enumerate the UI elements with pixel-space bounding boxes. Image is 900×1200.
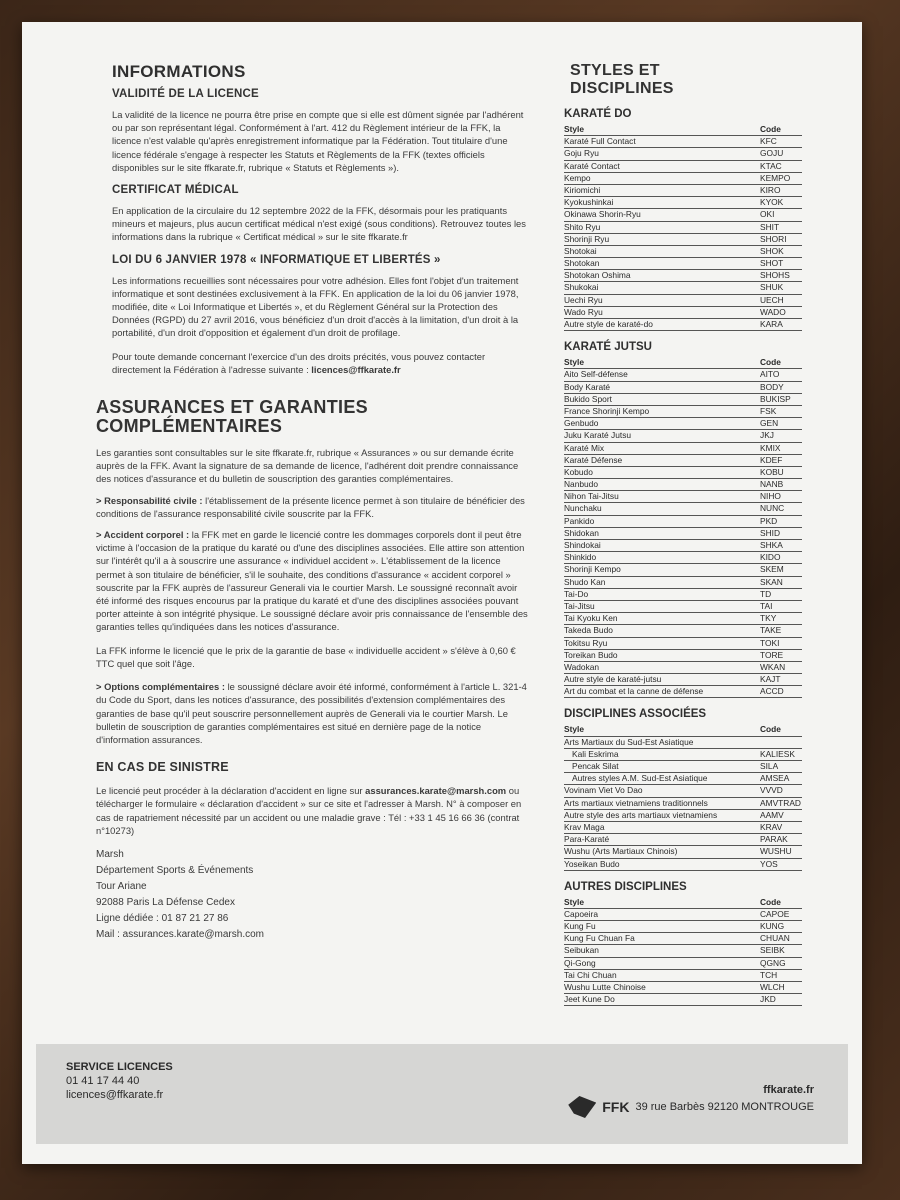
- sinistre-text: [96, 784, 532, 837]
- table-row: [564, 479, 802, 491]
- style-cell: Pencak Silat: [572, 761, 619, 771]
- code-cell: WADO: [760, 306, 786, 317]
- code-cell: AMVTRAD: [760, 797, 801, 808]
- loi-text: Les informations recueillies sont nécessaires pour votre adhésion. Elles font l'objet d'un traitement informatique et sont destinées exclusivement à la FFK. En application de la loi du 06 janvier 1978, modifiée, dite « Loi Informatique et Libertés », et du Règlement Général sur la Protection des Données (RGPD) du 27 avril 2016, vous bénéficiez d'un droit d'accès à la limitation, d'un droit à la portabilité, d'un droit d'opposition et également d'un droit de profilage.: [112, 274, 519, 339]
- associees-table: [564, 724, 802, 870]
- table-row: [564, 540, 802, 552]
- style-cell: Capoeira: [564, 908, 598, 919]
- table-row: [564, 222, 802, 234]
- code-cell: AITO: [760, 369, 780, 380]
- service-email[interactable]: licences@ffkarate.fr: [66, 1089, 164, 1101]
- table-row: [564, 455, 802, 467]
- addr-line: Marsh: [96, 848, 124, 860]
- code-cell: SHOK: [760, 245, 784, 256]
- code-cell: WLCH: [760, 982, 785, 992]
- code-column-header: Code: [760, 896, 781, 907]
- contact-email[interactable]: licences@ffkarate.fr: [311, 363, 401, 375]
- service-title: SERVICE LICENCES: [66, 1061, 173, 1073]
- style-cell: Arts Martiaux du Sud-Est Asiatique: [564, 736, 694, 747]
- style-cell: Tokitsu Ryu: [564, 637, 608, 648]
- code-cell: TOKI: [760, 637, 780, 648]
- code-cell: TCH: [760, 969, 778, 980]
- table-row: [564, 382, 802, 394]
- table-row: [564, 258, 802, 270]
- table-header: [564, 724, 802, 736]
- code-cell: KDEF: [760, 454, 783, 465]
- code-cell: VVVD: [760, 785, 783, 796]
- style-cell: Shotokan Oshima: [564, 270, 631, 281]
- code-column-header: Code: [760, 357, 781, 368]
- code-cell: JKJ: [760, 430, 774, 441]
- style-column-header: Style: [564, 724, 585, 735]
- code-cell: TAI: [760, 600, 773, 611]
- code-cell: KARA: [760, 319, 783, 329]
- table-row: [564, 467, 802, 479]
- autres-table: [564, 897, 802, 1007]
- validite-text: La validité de la licence ne pourra être prise en compte que si elle est dûment signée par l'adhérent ou par son représentant légal. Conformément à l'art. 412 du Règlement intérieur de la FFK, la licence n'est valable qu'après enregistrement informatique par la Fédération. Tout titulaire d'une licence fédérale s'engage à respecter les Statuts et Règlements de la FFK (textes officiels disponibles sur le site ffkarate.fr, rubrique « Statuts et Règlements »).: [112, 109, 524, 173]
- table-row: [564, 491, 802, 503]
- code-cell: NUNC: [760, 503, 785, 514]
- code-cell: JKD: [760, 994, 776, 1005]
- federation-address: 39 rue Barbès 92120 MONTROUGE: [635, 1101, 814, 1113]
- code-cell: NIHO: [760, 491, 781, 502]
- accident-corporel: [96, 528, 532, 634]
- prix-garantie: La FFK informe le licencié que le prix de la garantie de base « individuelle accident » s'élève à 0,60 € TTC quel que soit l'âge.: [96, 644, 516, 669]
- table-row: [564, 822, 802, 834]
- style-cell: Kung Fu Chuan Fa: [564, 933, 635, 944]
- style-cell: Tai Kyoku Ken: [564, 613, 618, 624]
- code-cell: KFC: [760, 136, 777, 147]
- code-cell: KIRO: [760, 184, 781, 195]
- code-cell: SHIT: [760, 221, 780, 232]
- code-cell: KOBU: [760, 466, 784, 477]
- code-cell: CHUAN: [760, 933, 790, 944]
- style-cell: Goju Ryu: [564, 148, 599, 159]
- table-row: [564, 749, 802, 761]
- code-cell: PARAK: [760, 834, 788, 845]
- style-cell: Shotokan: [564, 258, 600, 269]
- table-row: [564, 406, 802, 418]
- style-cell: Shinkido: [564, 552, 597, 563]
- style-cell: Shotokai: [564, 245, 597, 256]
- sinistre-email[interactable]: assurances.karate@marsh.com: [365, 785, 507, 797]
- style-cell: Shidokan: [564, 527, 599, 538]
- addr-line: 92088 Paris La Défense Cedex: [96, 896, 235, 908]
- code-cell: KEMPO: [760, 172, 791, 183]
- table-row: [564, 564, 802, 576]
- style-cell: Shorinji Kempo: [564, 564, 621, 575]
- code-cell: WKAN: [760, 661, 786, 672]
- code-cell: SHOT: [760, 258, 784, 269]
- table-header: [564, 897, 802, 909]
- sinistre-text-b: ou télécharger le formulaire « déclaration d'accident » sur ce site et l'adresser à Marsh. N° à composer en cas de rapatriement nécessité par un accident ou une maladie grave : Tél : +33 1 45 16 66 36 (contrat n°10273): [96, 785, 522, 836]
- style-cell: Wushu (Arts Martiaux Chinois): [564, 846, 678, 857]
- table-row: [564, 785, 802, 797]
- table-row: [564, 173, 802, 185]
- document-page: [22, 22, 862, 1164]
- code-cell: BODY: [760, 381, 784, 392]
- karate-do-table: [564, 124, 802, 331]
- style-cell: Seibukan: [564, 945, 599, 956]
- table-row: [564, 394, 802, 406]
- style-column-header: Style: [564, 896, 585, 907]
- style-cell: Jeet Kune Do: [564, 994, 615, 1005]
- code-cell: KIDO: [760, 552, 781, 563]
- table-row: [564, 674, 802, 686]
- code-cell: YOS: [760, 858, 778, 869]
- options-complementaires: [96, 680, 532, 746]
- federation-info: [568, 1084, 814, 1121]
- opt-label: > Options complémentaires :: [96, 681, 225, 693]
- table-header: [564, 357, 802, 369]
- service-phone[interactable]: 01 41 17 44 40: [66, 1075, 140, 1087]
- code-cell: GEN: [760, 418, 779, 429]
- table-row: [564, 503, 802, 515]
- table-row: [564, 761, 802, 773]
- code-cell: ACCD: [760, 686, 784, 697]
- code-cell: BUKISP: [760, 393, 791, 404]
- style-cell: Arts martiaux vietnamiens traditionnels: [564, 797, 708, 808]
- style-cell: Vovinam Viet Vo Dao: [564, 785, 643, 796]
- style-cell: Karaté Contact: [564, 160, 620, 171]
- style-cell: France Shorinji Kempo: [564, 405, 650, 416]
- code-cell: UECH: [760, 294, 784, 305]
- code-cell: KUNG: [760, 921, 785, 932]
- style-cell: Shito Ryu: [564, 221, 601, 232]
- style-cell: Kobudo: [564, 466, 593, 477]
- style-cell: Takeda Budo: [564, 625, 613, 636]
- table-row: [564, 834, 802, 846]
- style-cell: Shukokai: [564, 282, 599, 293]
- code-cell: SKEM: [760, 564, 784, 575]
- informations-title: INFORMATIONS: [112, 62, 246, 81]
- table-row: [564, 994, 802, 1006]
- style-cell: Bukido Sport: [564, 393, 612, 404]
- code-cell: SHID: [760, 527, 781, 538]
- code-cell: SEIBK: [760, 945, 785, 956]
- rc-text: l'établissement de la présente licence permet à son titulaire de bénéficier des conditions de l'assurance responsabilité civile souscrite par la FFK.: [96, 494, 525, 519]
- style-cell: Tai-Do: [564, 588, 589, 599]
- karate-do-title: KARATÉ DO: [564, 108, 632, 120]
- table-row: [564, 810, 802, 822]
- sinistre-text-a: Le licencié peut procéder à la déclaration d'accident en ligne sur: [96, 785, 363, 797]
- right-column: [564, 62, 814, 1006]
- code-cell: QGNG: [760, 957, 786, 968]
- table-row: [564, 625, 802, 637]
- style-cell: Wado Ryu: [564, 306, 603, 317]
- table-row: [564, 921, 802, 933]
- style-cell: Body Karaté: [564, 381, 611, 392]
- style-cell: Wushu Lutte Chinoise: [564, 982, 646, 992]
- code-cell: KRAV: [760, 821, 783, 832]
- style-cell: Krav Maga: [564, 821, 605, 832]
- table-row: [564, 970, 802, 982]
- style-cell: Wadokan: [564, 661, 600, 672]
- style-cell: Shorinji Ryu: [564, 233, 610, 244]
- code-cell: CAPOE: [760, 908, 790, 919]
- table-row: [564, 148, 802, 160]
- style-cell: Uechi Ryu: [564, 294, 603, 305]
- table-row: [564, 197, 802, 209]
- code-cell: KYOK: [760, 197, 784, 208]
- code-cell: KTAC: [760, 160, 782, 171]
- style-cell: Nanbudo: [564, 479, 598, 490]
- validite-title: VALIDITÉ DE LA LICENCE: [112, 88, 259, 100]
- table-row: [564, 185, 802, 197]
- table-row: [564, 209, 802, 221]
- code-cell: NANB: [760, 479, 784, 490]
- table-row: [564, 577, 802, 589]
- table-header: [564, 124, 802, 136]
- table-row: [564, 246, 802, 258]
- rc-label: > Responsabilité civile :: [96, 494, 203, 506]
- style-cell: Nunchaku: [564, 503, 602, 514]
- karate-jutsu-table: [564, 357, 802, 698]
- opt-text: le soussigné déclare avoir été informé, conformément à l'article L. 321-4 du Code du Sport, dans les notices d'assurance, des possibilités d'extension complémentaires des garanties de base qu'il peut souscrire personnellement auprès de Generali via le courtier Marsh. Le bulletin de souscription de garanties complémentaires est situé en dernière page de la notice d'information assurances.: [96, 681, 527, 745]
- code-cell: SHKA: [760, 540, 783, 550]
- styles-title-line2: DISCIPLINES: [570, 80, 674, 97]
- style-cell: Tai-Jitsu: [564, 600, 595, 611]
- table-row: [564, 846, 802, 858]
- table-row: [564, 613, 802, 625]
- code-column-header: Code: [760, 124, 781, 134]
- style-cell: Pankido: [564, 515, 595, 526]
- assurances-title-line2: COMPLÉMENTAIRES: [96, 416, 283, 437]
- responsabilite-civile: [96, 494, 532, 520]
- style-cell: Kempo: [564, 172, 591, 183]
- code-cell: TORE: [760, 649, 784, 660]
- style-cell: Nihon Tai-Jitsu: [564, 491, 619, 502]
- table-row: [564, 161, 802, 173]
- code-cell: GOJU: [760, 148, 784, 159]
- autres-title: AUTRES DISCIPLINES: [564, 880, 687, 893]
- style-column-header: Style: [564, 124, 585, 134]
- table-row: [564, 686, 802, 698]
- code-cell: SHUK: [760, 282, 784, 293]
- table-row: [564, 307, 802, 319]
- code-cell: KALIESK: [760, 748, 795, 759]
- style-cell: Karaté Full Contact: [564, 136, 636, 147]
- table-row: [564, 909, 802, 921]
- style-cell: Kiriomichi: [564, 184, 601, 195]
- table-row: [564, 443, 802, 455]
- addr-line: Ligne dédiée : 01 87 21 27 86: [96, 912, 229, 924]
- style-cell: Karaté Mix: [564, 442, 605, 453]
- code-cell: TD: [760, 588, 772, 599]
- table-row: [564, 798, 802, 810]
- style-cell: Autre style de karaté-jutsu: [564, 674, 662, 685]
- loi-title: LOI DU 6 JANVIER 1978 « INFORMATIQUE ET LIBERTÉS »: [112, 253, 441, 266]
- style-cell: Art du combat et la canne de défense: [564, 686, 704, 697]
- table-row: [564, 295, 802, 307]
- table-row: [564, 430, 802, 442]
- addr-line: Tour Ariane: [96, 880, 147, 892]
- table-row: [564, 589, 802, 601]
- style-cell: Tai Chi Chuan: [564, 969, 617, 980]
- code-cell: OKI: [760, 209, 775, 220]
- left-column: [82, 62, 532, 943]
- assurances-title-line1: ASSURANCES ET GARANTIES: [96, 397, 368, 418]
- table-row: [564, 650, 802, 662]
- associees-title: DISCIPLINES ASSOCIÉES: [564, 708, 707, 721]
- ac-label: > Accident corporel :: [96, 529, 190, 541]
- brand-name: FFK: [602, 1099, 630, 1115]
- style-column-header: Style: [564, 357, 585, 368]
- style-cell: Karaté Défense: [564, 454, 623, 465]
- table-row: [564, 282, 802, 294]
- style-cell: Autre style des arts martiaux vietnamiens: [564, 809, 718, 820]
- code-cell: SILA: [760, 761, 779, 771]
- table-row: [564, 945, 802, 957]
- code-cell: AAMV: [760, 809, 784, 820]
- certificat-text: En application de la circulaire du 12 septembre 2022 de la FFK, désormais pour les pratiquants mineurs et majeurs, plus aucun certificat médical n'est exigé (sous conditions). Retrouvez toutes les informations dans la rubrique « Certificat médical » sur le site ffkarate.fr: [112, 205, 526, 243]
- style-cell: Kali Eskrima: [572, 748, 619, 759]
- table-row: [564, 933, 802, 945]
- code-cell: SHORI: [760, 233, 787, 244]
- certificat-title: CERTIFICAT MÉDICAL: [112, 184, 239, 197]
- contact-text: Pour toute demande concernant l'exercice d'un des droits précités, vous pouvez contacter directement la Fédération à l'adresse suivante :: [112, 350, 486, 375]
- table-row: [564, 516, 802, 528]
- footer-band: [36, 1044, 848, 1144]
- code-cell: AMSEA: [760, 773, 790, 784]
- table-row: [564, 662, 802, 674]
- table-row: [564, 270, 802, 282]
- assurances-intro: Les garanties sont consultables sur le site ffkarate.fr, rubrique « Assurances » ou sur demande écrite auprès de la FFK. Avant la signature de sa demande de licence, l'adhérent doit prendre connaissance des notices d'assurance et du bulletin de souscription des garanties complémentaires.: [96, 447, 519, 485]
- style-cell: Kyokushinkai: [564, 197, 614, 208]
- table-row: [564, 982, 802, 994]
- ffk-logo: [568, 1096, 814, 1118]
- table-row: [564, 552, 802, 564]
- site-link[interactable]: ffkarate.fr: [763, 1084, 814, 1096]
- styles-title-line1: STYLES ET: [570, 62, 660, 79]
- style-cell: Genbudo: [564, 418, 599, 429]
- table-row: [564, 737, 802, 749]
- code-cell: KMIX: [760, 442, 781, 453]
- code-cell: [760, 737, 802, 748]
- style-cell: Juku Karaté Jutsu: [564, 430, 632, 441]
- table-row: [564, 859, 802, 871]
- marsh-address: [96, 847, 532, 943]
- style-cell: Aito Self-défense: [564, 369, 628, 380]
- code-cell: WUSHU: [760, 846, 792, 857]
- style-cell: Okinawa Shorin-Ryu: [564, 209, 641, 220]
- style-cell: Autres styles A.M. Sud-Est Asiatique: [572, 773, 708, 784]
- code-cell: FSK: [760, 405, 777, 416]
- style-cell: Kung Fu: [564, 921, 596, 932]
- code-cell: TAKE: [760, 625, 782, 636]
- table-row: [564, 319, 802, 331]
- table-row: [564, 601, 802, 613]
- contact-paragraph: [112, 350, 532, 376]
- table-row: [564, 234, 802, 246]
- code-cell: SHOHS: [760, 270, 790, 281]
- code-cell: SKAN: [760, 576, 783, 587]
- style-cell: Qi-Gong: [564, 957, 596, 968]
- table-row: [564, 773, 802, 785]
- table-row: [564, 369, 802, 381]
- table-row: [564, 418, 802, 430]
- ffk-logo-icon: [568, 1096, 596, 1118]
- code-cell: TKY: [760, 613, 777, 624]
- style-cell: Autre style de karaté-do: [564, 319, 653, 329]
- style-cell: Shudo Kan: [564, 576, 606, 587]
- addr-line: Département Sports & Événements: [96, 864, 254, 876]
- code-cell: PKD: [760, 515, 778, 526]
- table-row: [564, 958, 802, 970]
- table-row: [564, 638, 802, 650]
- ac-text: la FFK met en garde le licencié contre les dommages corporels dont il peut être victime à l'occasion de la pratique du karaté ou d'une des disciplines associées. Elle attire son attention sur l'intérêt qu'il a à souscrire une assurance « individuel accident ». L'établissement de la licence permet à son titulaire de bénéficier, s'il le souhaite, des conditions d'assurance « accident corporel » souscrite par la FFK auprès de l'assureur Generali via le courtier Marsh. Le soussigné reconnaît avoir été informé des risques encourus par la pratique du karaté et d'une des disciplines associées pouvant porter atteinte à son intégrité physique. Le soussigné déclare avoir pris connaissance de l'ensemble des garanties telles qu'indiquées dans les notices d'assurance.: [96, 529, 528, 633]
- code-cell: KAJT: [760, 674, 781, 685]
- code-column-header: Code: [760, 724, 781, 735]
- style-cell: Shindokai: [564, 540, 601, 550]
- karate-jutsu-title: KARATÉ JUTSU: [564, 341, 652, 354]
- table-row: [564, 136, 802, 148]
- style-cell: Para-Karaté: [564, 834, 610, 845]
- style-cell: Toreikan Budo: [564, 649, 618, 660]
- table-row: [564, 528, 802, 540]
- style-cell: Yoseikan Budo: [564, 858, 620, 869]
- sinistre-title: EN CAS DE SINISTRE: [96, 760, 229, 775]
- addr-line: Mail : assurances.karate@marsh.com: [96, 928, 264, 940]
- service-licences: [66, 1060, 173, 1102]
